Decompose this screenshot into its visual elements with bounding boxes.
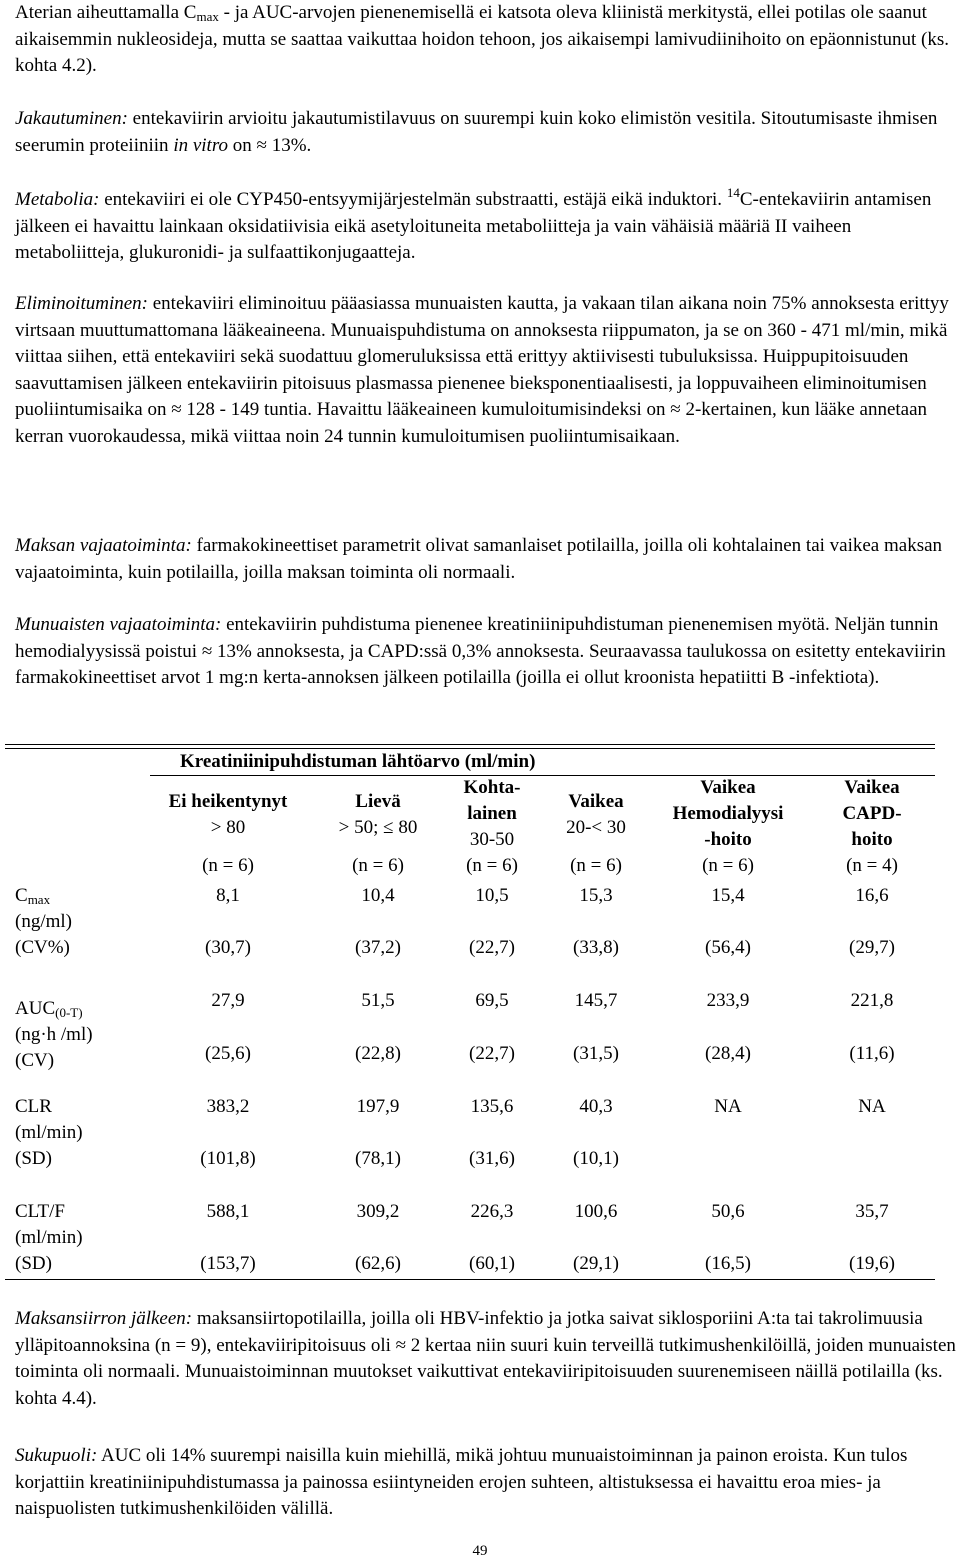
paragraph-liver-transplant: Maksansiirron jälkeen: maksansiirtopotilailla, joilla oli HBV-infektio ja jotka saivat siklosporiini A:ta tai takrolimuusia ylläpitoannoksina (n = 9), entekaviiripitoisuus oli ≈ 2 kertaa niin suuri kuin terveillä tutkimushenkilöillä, joiden munuaisten toiminta oli normaali. Munuaistoiminnan muutokset vaikuttivat entekaviiripitoisuuden suurenemiseen näillä potilailla (ks. kohta 4.4). [15,1308,956,1409]
table-top-rule [5,744,935,745]
paragraph-gender: Sukupuoli: AUC oli 14% suurempi naisilla kuin miehillä, mikä johtuu munuaistoiminnan ja painon eroista. Kun tulos korjattiin kreatiniinipuhdistumassa ja painossa esiintyneiden erojen suhteen, altistuksessa ei havaittu eroa mies- ja naispuolisten tutkimushenkilöiden välillä. [15,1445,908,1519]
section-label: Munuaisten vajaatoiminta: [15,614,222,635]
row-label: CLR [15,1096,52,1117]
section-label: Jakautuminen: [15,108,128,129]
table-bottom-rule [5,1279,935,1280]
caption-underline [150,775,935,776]
paragraph-distribution: Jakautuminen: entekaviirin arvioitu jakautumistilavuus on suurempi kuin koko elimistön vesitila. Sitoutumisaste ihmisen seerumin proteiiniin in vitro on ≈ 13%. [15,108,938,156]
section-label: Maksansiirron jälkeen: [15,1308,193,1329]
paragraph-elimination: Eliminoituminen: entekaviiri eliminoituu pääasiassa munuaisten kautta, ja vakaan tilan aikana noin 75% annoksesta erittyy virtsaan muuttumattomana lääkeaineena. Munuaispuhdistuma on annoksesta riippumaton, ja se on 360 - 471 ml/min, mikä viittaa siihen, että entekaviiri sekä suodattuu glomeruluksissa että erittyy aktiivisesti tubuluksissa. Huippupitoisuuden saavuttamisen jälkeen entekaviirin pitoisuus plasmassa pienenee bieksponentiaalisesti, ja loppuvaiheen eliminoitumisen puoliintumisaika on ≈ 128 - 149 tuntia. Havaittu lääkeaineen kumuloitumisindeksi on ≈ 2-kertainen, kun lääke annetaan kerran vuorokaudessa, mikä viittaa noin 24 tunnin kumuloitumisen puoliintumisaikaan. [15,293,949,447]
page-number: 49 [472,1543,488,1559]
row-label: $AUC_{(0-T)}$ [15,998,83,1020]
paragraph-renal-impairment: Munuaisten vajaatoiminta: entekaviirin puhdistuma pienenee kreatiniinipuhdistuman pienenemisen myötä. Neljän tunnin hemodialyysissä poistui ≈ 13% annoksesta, ja CAPD:ssä 0,3% annoksesta. Seuraavassa taulukossa on esitetty entekaviirin farmakokineettiset arvot 1 mg:n kerta-annoksen jälkeen potilailla (joilla ei ollut kroonista hepatiitti B -infektiota). [15,614,946,688]
section-label: Maksan vajaatoiminta: [15,535,192,556]
paragraph-hepatic-impairment: Maksan vajaatoiminta: farmakokineettiset parametrit olivat samanlaiset potilailla, joilla oli kohtalainen tai vaikea maksan vajaatoiminta, kuin potilailla, joilla maksan toiminta oli normaali. [15,535,943,583]
table-caption: Kreatiniinipuhdistuman lähtöarvo (ml/min) [180,751,536,772]
paragraph-metabolism: Metabolia: entekaviiri ei ole CYP450-entsyymijärjestelmän substraatti, estäjä eikä induktori. $^{14}$C-entekaviirin antamisen jälkeen ei havaittu lainkaan oksidatiivisia eikä asetyloituneita metaboliitteja ja vain vähäisiä määriä II vaiheen metaboliitteja, glukuronidi- ja sulfaattikonjugaatteja. [15,185,932,263]
section-label: Eliminoituminen: [15,293,148,314]
row-label: $C_{max}$ [15,885,51,907]
paragraph-atazanavir-note: Aterian aiheuttamalla $C_{max}$ - ja AUC-arvojen pienenemisellä ei katsota oleva kliinistä merkitystä, ellei potilas ole saanut aikaisemmin nukleosideja, mutta se saattaa vaikuttaa hoidon tehoon, jos aikaisempi lamivudiinihoito on epäonnistunut (ks. kohta 4.2). [15,2,949,76]
section-label: Sukupuoli: [15,1445,98,1466]
section-label: Metabolia: [15,189,100,210]
row-label: CLT/F [15,1201,65,1222]
